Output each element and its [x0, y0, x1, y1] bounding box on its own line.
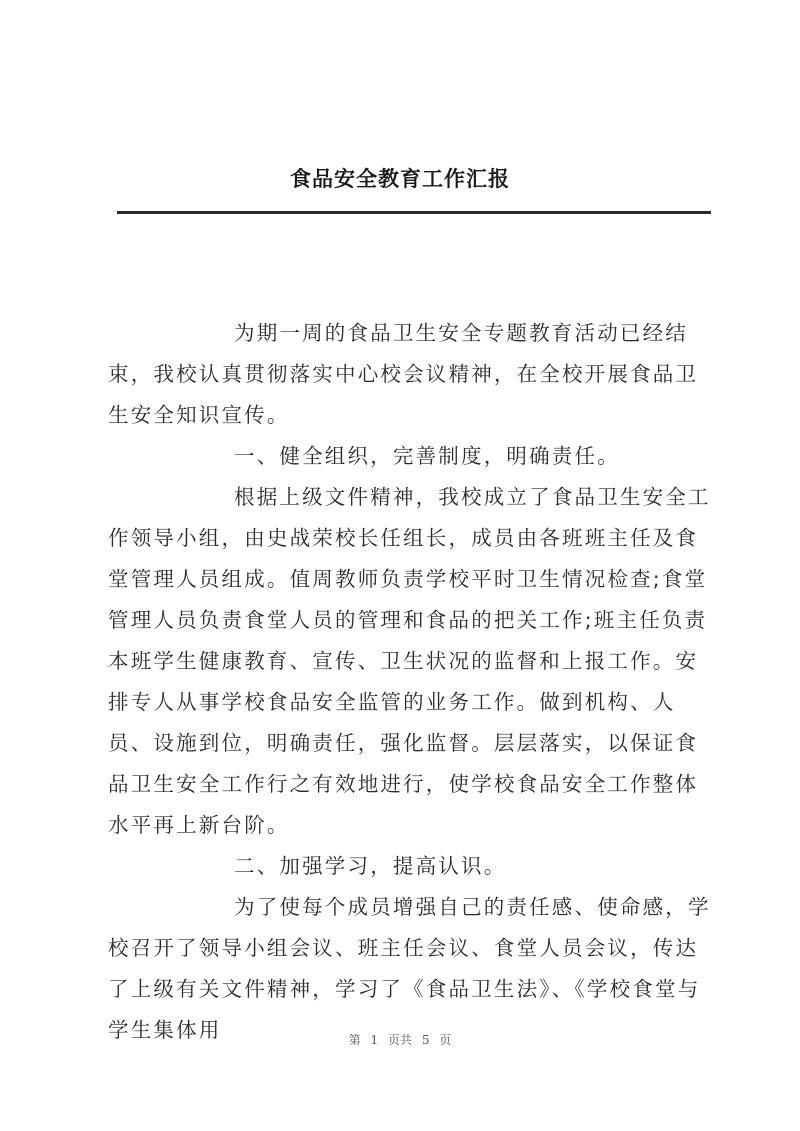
document-title: 食品安全教育工作汇报 [290, 166, 510, 191]
document-body [108, 313, 712, 1051]
paragraph-intro: 为期一周的食品卫生安全专题教育活动已经结束，我校认真贯彻落实中心校会议精神，在全校开展食品卫生安全知识宣传。 [108, 321, 699, 427]
title-underline [117, 211, 711, 214]
section-heading-1: 一、健全组织，完善制度，明确责任。 [234, 444, 620, 468]
paragraph-section-1: 根据上级文件精神，我校成立了食品卫生安全工作领导小组，由史战荣校长任组长，成员由各班班主任及食堂管理人员组成。值周教师负责学校平时卫生情况检查;食堂管理人员负责食堂人员的管理和食品的把关工作;班主任负责本班学生健康教育、宣传、卫生状况的监督和上报工作。安排专人从事学校食品安全监管的业务工作。做到机构、人员、设施到位，明确责任，强化监督。层层落实，以保证食品卫生安全工作行之有效地进行，使学校食品安全工作整体水平再上新台阶。 [108, 485, 711, 837]
paragraph-section-2: 为了使每个成员增强自己的责任感、使命感，学校召开了领导小组会议、班主任会议、食堂人员会议，传达了上级有关文件精神，学习了《食品卫生法》、《学校食堂与学生集体用 [108, 895, 711, 1042]
page-number-footer: 第 1 页共 5 页 [348, 1033, 452, 1047]
section-heading-2: 二、加强学习，提高认识。 [234, 854, 507, 878]
